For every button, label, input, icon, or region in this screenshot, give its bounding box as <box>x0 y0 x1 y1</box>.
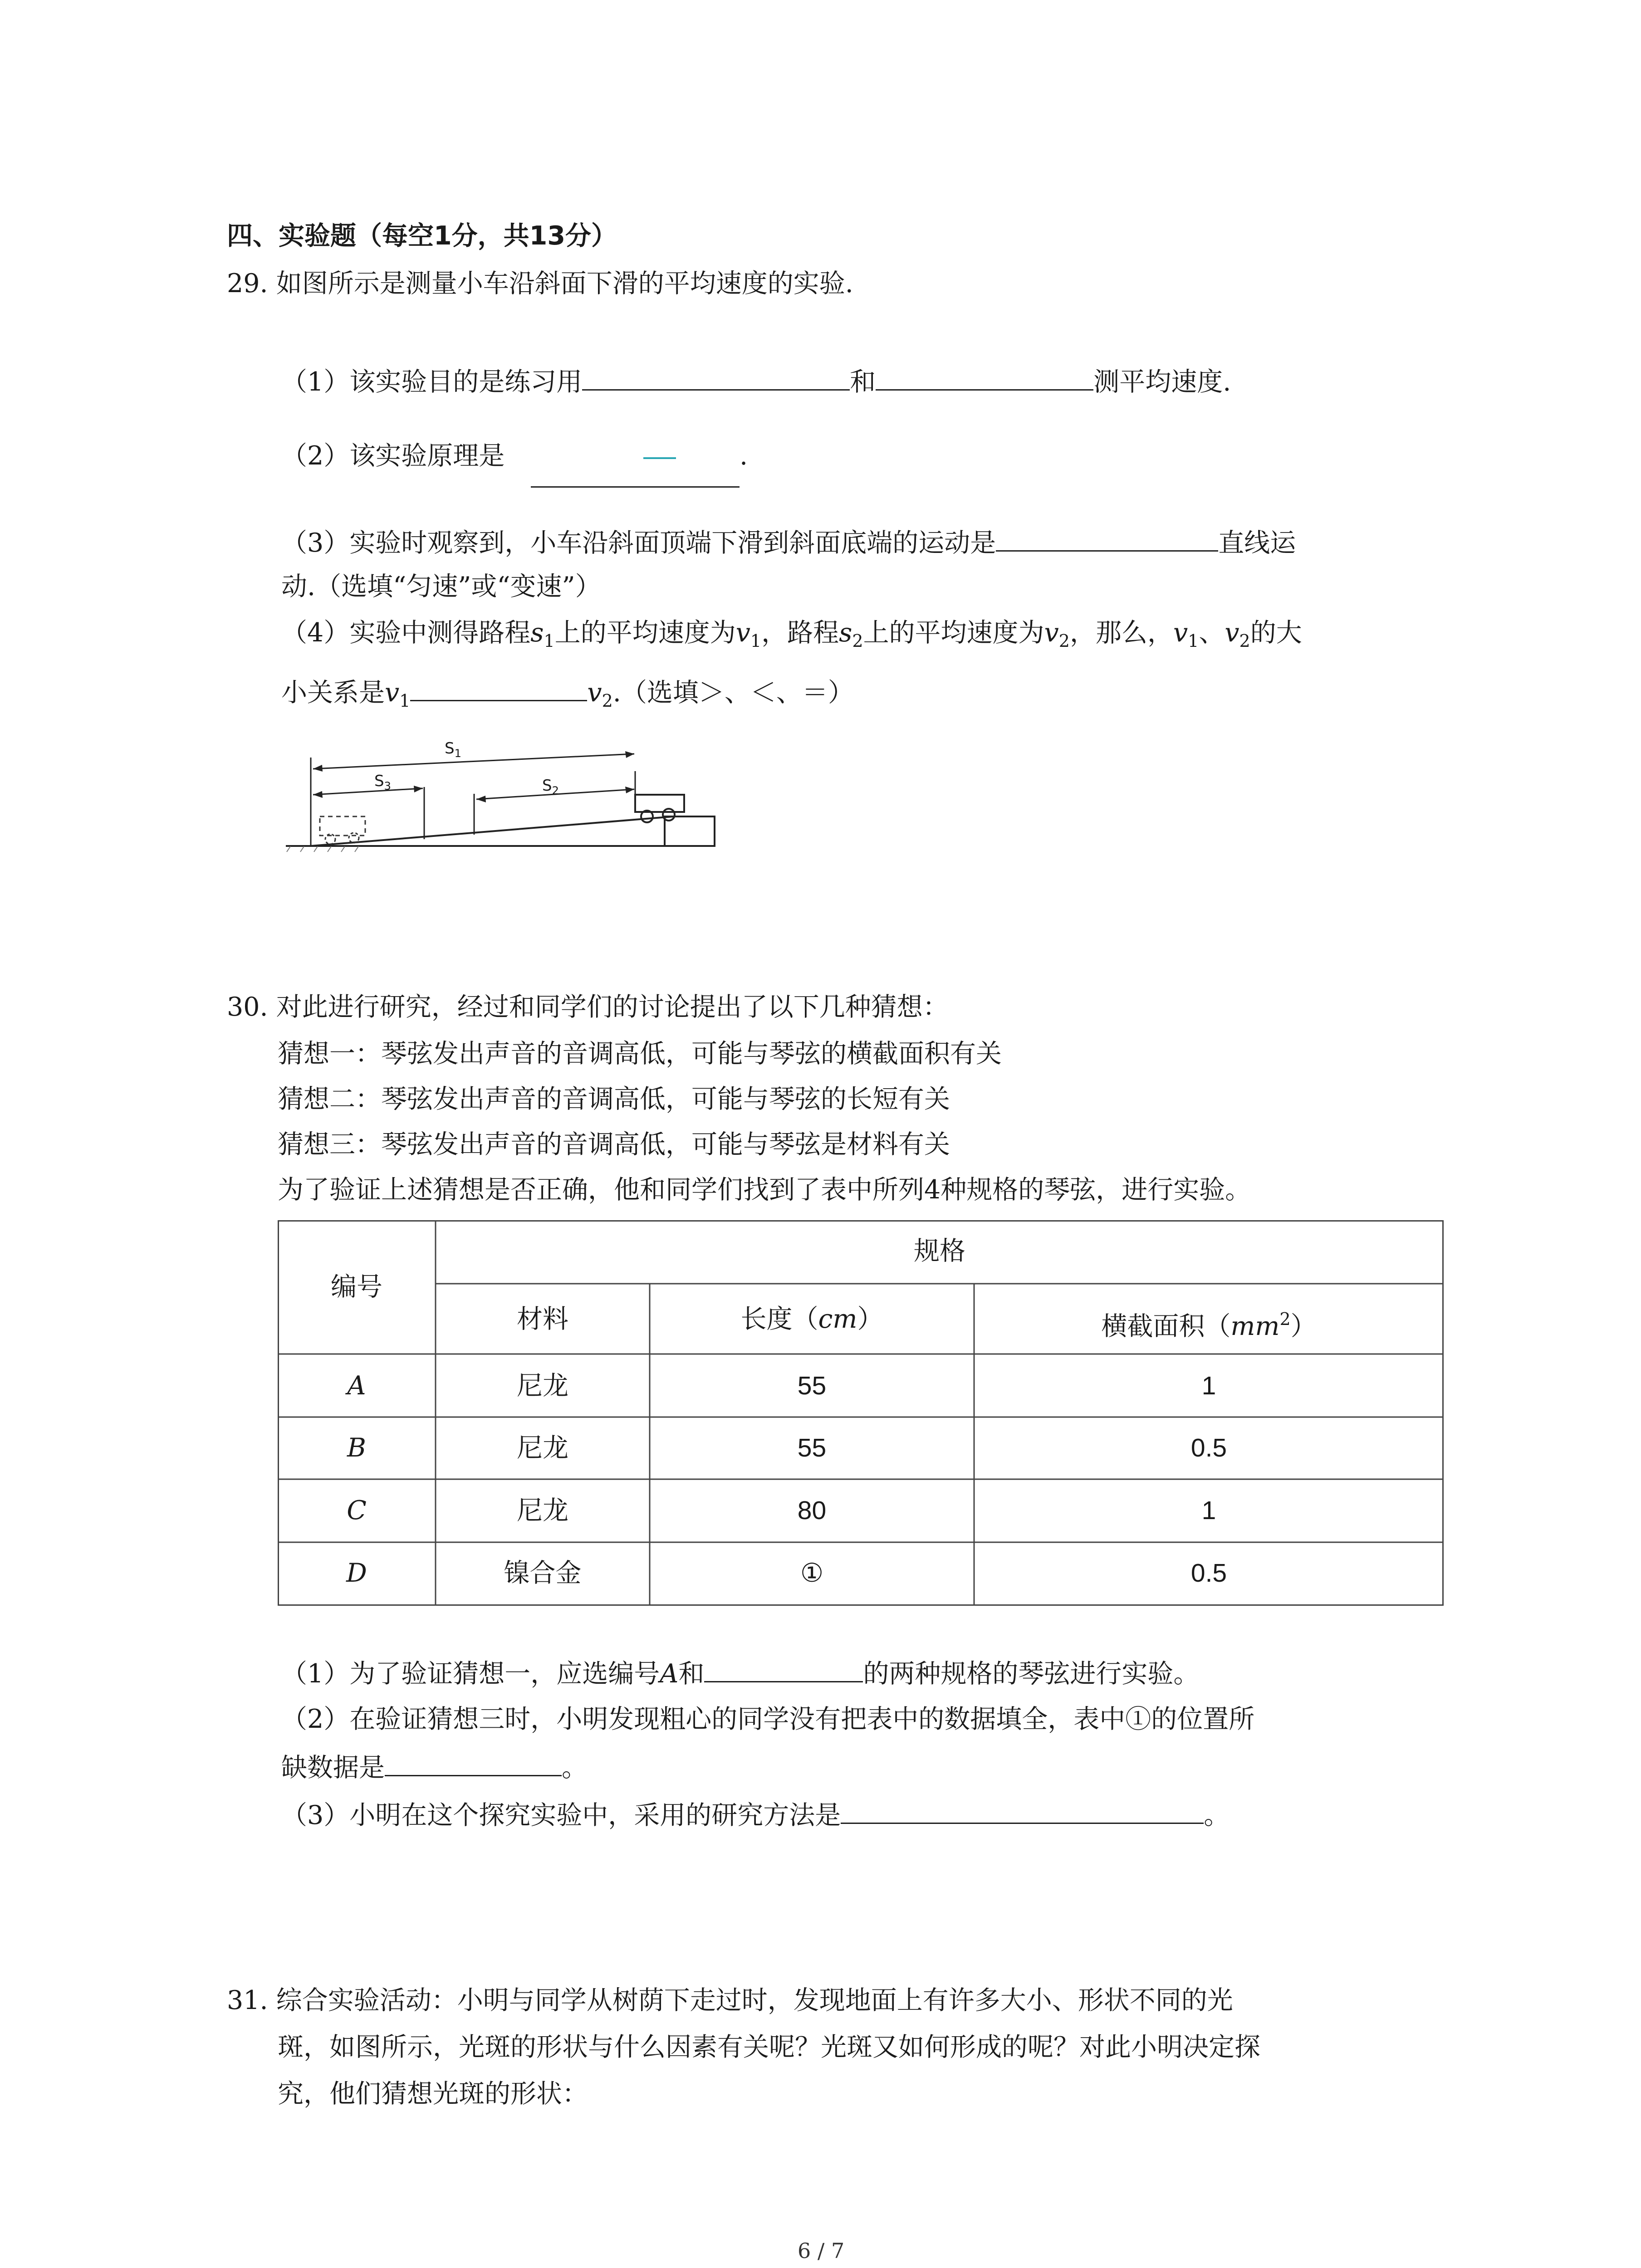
question-number: 29. <box>227 269 268 298</box>
cell-id: D <box>346 1558 367 1588</box>
question-text: 如图所示是测量小车沿斜面下滑的平均速度的实验. <box>276 269 853 298</box>
cell-id: C <box>347 1496 367 1525</box>
var-v1: v <box>385 678 400 708</box>
section-title: 四、实验题（每空1分，共13分） <box>227 221 617 251</box>
page-number: 6 / 7 <box>798 2239 845 2263</box>
var-v1: v <box>1173 618 1188 648</box>
q30-part1 <box>281 1655 1199 1692</box>
q29-part4-line2 <box>281 674 854 719</box>
cell-material: 尼龙 <box>517 1433 568 1463</box>
part-text: 直线运 <box>1218 528 1296 558</box>
part-text: ，路程 <box>761 618 839 648</box>
part-text: 和 <box>678 1659 705 1689</box>
answer-blank[interactable] <box>841 1796 1204 1824</box>
part-text: （3）小明在这个探究实验中，采用的研究方法是 <box>281 1800 841 1830</box>
part-text: 。 <box>562 1753 588 1783</box>
question-text: 对此进行研究，经过和同学们的讨论提出了以下几种猜想： <box>276 992 949 1022</box>
q29-part4 <box>281 615 1302 659</box>
question-number: 30. <box>227 992 268 1022</box>
q29-part3 <box>281 524 1296 561</box>
cell-area: 1 <box>1201 1496 1216 1525</box>
q31-line3: 究，他们猜想光斑的形状： <box>278 2079 588 2109</box>
header-material: 材料 <box>517 1304 568 1334</box>
var-v2: v <box>587 678 602 708</box>
cell-area: 0.5 <box>1190 1559 1227 1588</box>
cell-length: 80 <box>797 1496 827 1525</box>
table-intro: 为了验证上述猜想是否正确，他和同学们找到了表中所列4种规格的琴弦，进行实验。 <box>278 1175 1251 1205</box>
part-text: （1）为了验证猜想一，应选编号 <box>281 1659 660 1689</box>
part-text: 测平均速度. <box>1093 367 1231 397</box>
subscript: 1 <box>544 631 555 651</box>
part-text: 、 <box>1199 618 1225 648</box>
subscript: 2 <box>1239 631 1250 651</box>
part-text: ，那么， <box>1069 618 1173 648</box>
part-text: 缺数据是 <box>281 1753 385 1783</box>
part-text: 的大 <box>1250 618 1302 648</box>
q30-stem <box>227 989 949 1025</box>
q31-line2: 斑，如图所示，光斑的形状与什么因素有关呢？光斑又如何形成的呢？对此小明决定探 <box>278 2032 1260 2062</box>
cell-length: 55 <box>797 1433 827 1462</box>
answer-blank[interactable] <box>996 524 1218 552</box>
var-s2: s <box>839 618 852 648</box>
q29-part2-end: . <box>740 441 748 471</box>
cell-material: 尼龙 <box>517 1371 568 1401</box>
part-text: 的两种规格的琴弦进行实验。 <box>863 1659 1200 1689</box>
answer-blank[interactable] <box>385 1749 562 1776</box>
subscript: 1 <box>399 691 411 711</box>
answer-blank[interactable] <box>704 1655 863 1682</box>
guess-2: 猜想二：琴弦发出声音的音调高低，可能与琴弦的长短有关 <box>278 1084 950 1114</box>
q31-line1 <box>227 1982 1233 2019</box>
header-spec: 规格 <box>914 1236 965 1266</box>
var-v2: v <box>1225 618 1239 648</box>
subscript: 1 <box>750 631 762 651</box>
cell-length: ① <box>800 1558 824 1588</box>
guess-1: 猜想一：琴弦发出声音的音调高低，可能与琴弦的横截面积有关 <box>278 1039 1002 1069</box>
q30-part3 <box>281 1796 1230 1833</box>
part-text: （4）实验中测得路程 <box>281 618 531 648</box>
var-s1: s <box>530 618 544 648</box>
var-a: A <box>660 1659 679 1689</box>
q30-part2-line2 <box>281 1749 588 1786</box>
answer-blank[interactable] <box>876 363 1093 391</box>
subscript: 1 <box>1188 631 1199 651</box>
label-s3: $S_3$ <box>374 772 391 792</box>
subscript: 2 <box>602 691 613 711</box>
var-v1: v <box>735 618 750 648</box>
label-s2: $S_2$ <box>542 777 559 797</box>
part-text: 小关系是 <box>281 678 385 708</box>
cell-id: B <box>347 1433 366 1463</box>
guess-3: 猜想三：琴弦发出声音的音调高低，可能与琴弦是材料有关 <box>278 1129 950 1159</box>
answer-blank[interactable] <box>531 486 740 488</box>
part-text: （1）该实验目的是练习用 <box>281 367 583 397</box>
part-text: （3）实验时观察到，小车沿斜面顶端下滑到斜面底端的运动是 <box>281 528 996 558</box>
header-area: 横截面积$(mm^2)$ <box>1101 1309 1317 1341</box>
header-id: 编号 <box>331 1272 382 1302</box>
part-text: 上的平均速度为 <box>554 618 736 648</box>
part-text: （2）该实验原理是 <box>281 441 505 471</box>
q29-part1 <box>281 363 1231 400</box>
q29-part3-line2: 动.（选填“匀速”或“变速”） <box>281 572 601 601</box>
fraction-bar-icon <box>643 457 676 459</box>
header-length: 长度（cm） <box>740 1304 883 1334</box>
cell-area: 1 <box>1201 1371 1216 1400</box>
cell-material: 镍合金 <box>504 1558 582 1588</box>
cell-area: 0.5 <box>1190 1433 1227 1462</box>
q29-stem <box>227 265 853 302</box>
part-text: 上的平均速度为 <box>863 618 1044 648</box>
spec-table <box>278 1220 1444 1606</box>
incline-figure <box>277 739 721 862</box>
var-v2: v <box>1044 618 1059 648</box>
subscript: 2 <box>1058 631 1070 651</box>
q29-part2 <box>281 438 505 474</box>
answer-blank[interactable] <box>582 363 850 391</box>
question-number: 31. <box>227 1985 268 2015</box>
label-s1: $S_1$ <box>445 739 461 760</box>
part-text: 。 <box>1204 1800 1230 1830</box>
cell-id: A <box>347 1371 366 1401</box>
question-text: 综合实验活动：小明与同学从树荫下走过时，发现地面上有许多大小、形状不同的光 <box>276 1985 1233 2015</box>
cell-length: 55 <box>797 1371 827 1400</box>
q30-part2: （2）在验证猜想三时，小明发现粗心的同学没有把表中的数据填全，表中①的位置所 <box>281 1704 1255 1734</box>
part-text: .（选填＞、＜、＝） <box>612 678 854 708</box>
part-text: 和 <box>850 367 876 397</box>
cell-material: 尼龙 <box>517 1496 568 1525</box>
answer-blank[interactable] <box>410 674 587 701</box>
subscript: 2 <box>852 631 863 651</box>
